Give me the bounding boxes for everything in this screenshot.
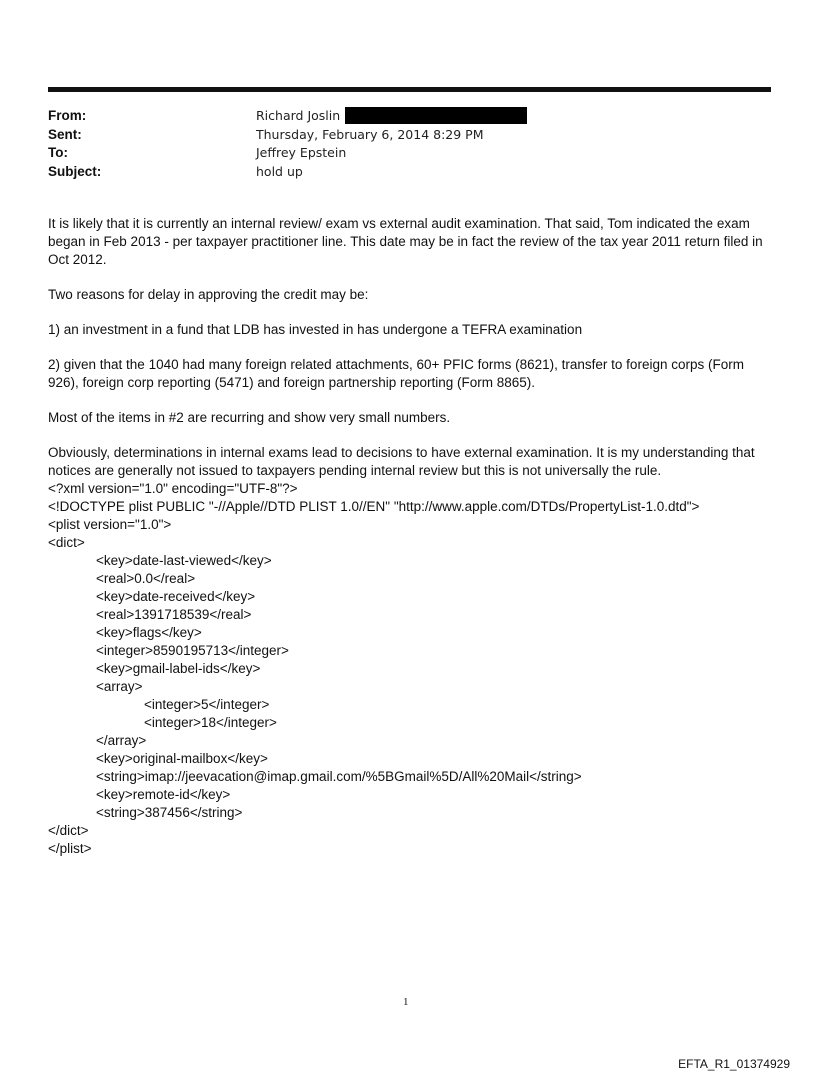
plist-line: <key>flags</key> [96, 625, 202, 640]
to-value: Jeffrey Epstein [256, 145, 347, 160]
plist-line: <plist version="1.0"> [48, 517, 172, 532]
plist-line: <?xml version="1.0" encoding="UTF-8"?> [48, 481, 298, 496]
plist-line: <key>original-mailbox</key> [96, 751, 268, 766]
plist-line: <integer>8590195713</integer> [96, 643, 289, 658]
plist-line: <real>0.0</real> [96, 571, 196, 586]
plist-line: <string>387456</string> [96, 805, 243, 820]
from-label: From: [48, 108, 87, 123]
email-header [48, 107, 527, 181]
body-paragraph-1: It is likely that it is currently an internal review/ exam vs external audit examination. That said, Tom indicated the exam began in Feb 2013 - per taxpayer practitioner line. This date may be in fact the review of the tax year 2011 return filed in Oct 2012. [48, 216, 763, 267]
to-label: To: [48, 145, 68, 160]
body-paragraph-2: Two reasons for delay in approving the credit may be: [48, 287, 369, 302]
plist-line: <string>imap://jeevacation@imap.gmail.com/%5BGmail%5D/All%20Mail</string> [96, 769, 582, 784]
body-paragraph-3: 1) an investment in a fund that LDB has invested in has undergone a TEFRA examination [48, 322, 583, 337]
plist-line: <real>1391718539</real> [96, 607, 252, 622]
plist-line: <key>gmail-label-ids</key> [96, 661, 261, 676]
redaction-block [345, 107, 527, 124]
subject-value: hold up [256, 163, 303, 179]
plist-line: <integer>18</integer> [144, 715, 277, 730]
plist-line: </plist> [48, 841, 92, 856]
sent-row [48, 126, 527, 145]
body-paragraph-4: 2) given that the 1040 had many foreign related attachments, 60+ PFIC forms (8621), transfer to foreign corps (Form 926), foreign corp reporting (5471) and foreign partnership reporting (Form 8865). [48, 357, 744, 390]
plist-line: <dict> [48, 535, 85, 550]
plist-line: <integer>5</integer> [144, 697, 270, 712]
plist-line: <key>remote-id</key> [96, 787, 231, 802]
plist-line: <!DOCTYPE plist PUBLIC "-//Apple//DTD PLIST 1.0//EN" "http://www.apple.com/DTDs/PropertyList-1.0.dtd"> [48, 499, 700, 514]
plist-line: <array> [96, 679, 143, 694]
subject-row [48, 163, 527, 182]
body-paragraph-5: Most of the items in #2 are recurring and show very small numbers. [48, 410, 451, 425]
from-name: Richard Joslin [256, 108, 341, 123]
plist-line: <key>date-received</key> [96, 589, 256, 604]
header-rule [48, 87, 771, 92]
sent-label: Sent: [48, 126, 82, 142]
plist-block [48, 480, 773, 858]
body-paragraph-6: Obviously, determinations in internal exams lead to decisions to have external examination. It is my understanding that notices are generally not issued to taxpayers pending internal review but this is not universally the rule. [48, 445, 755, 478]
plist-line: </dict> [48, 823, 89, 838]
from-row [48, 107, 527, 126]
email-body [48, 215, 773, 858]
plist-line: </array> [96, 733, 147, 748]
subject-label: Subject: [48, 163, 102, 179]
document-id: EFTA_R1_01374929 [678, 1057, 790, 1071]
to-row [48, 144, 527, 163]
from-value [256, 107, 527, 126]
sent-value: Thursday, February 6, 2014 8:29 PM [256, 126, 484, 142]
page-number: 1 [403, 996, 409, 1008]
plist-line: <key>date-last-viewed</key> [96, 553, 272, 568]
